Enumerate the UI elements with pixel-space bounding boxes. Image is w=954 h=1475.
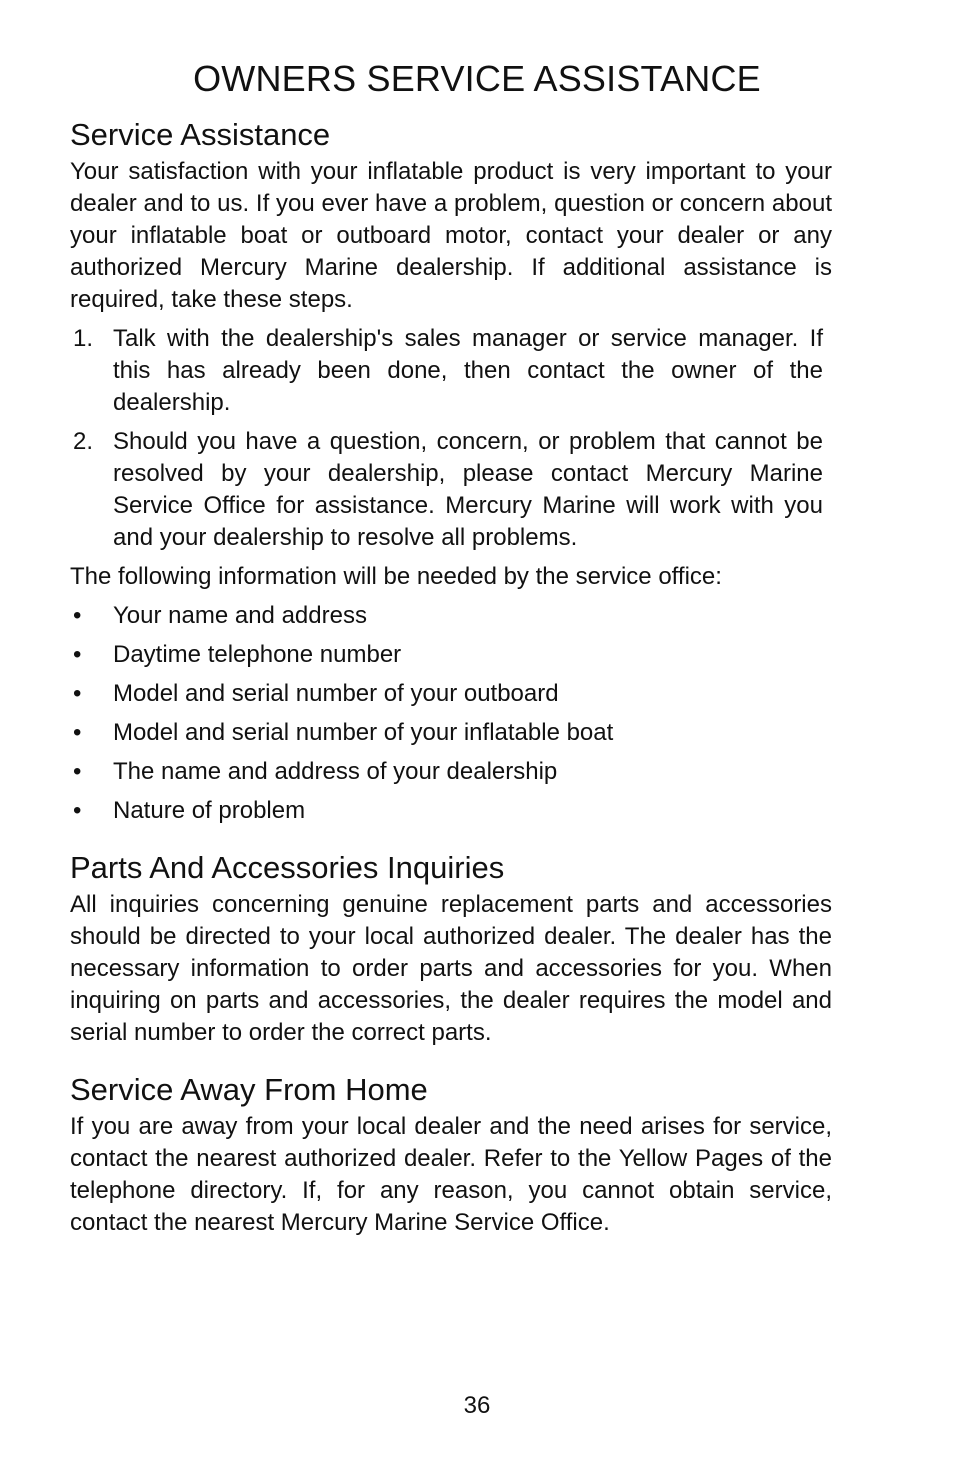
step-item [70, 426, 832, 554]
step-number: 1. [73, 325, 94, 352]
bullet-icon: • [73, 641, 82, 668]
step-item [70, 323, 832, 419]
step-number: 2. [73, 428, 94, 455]
section-service-assistance [70, 114, 832, 827]
list-item-text: Nature of problem [113, 797, 306, 824]
page-content [70, 114, 832, 1239]
list-item-text: Your name and address [113, 602, 367, 629]
section-paragraph: All inquiries concerning genuine replacement parts and accessories should be directed to your local authorized dealer. The dealer has the necessary information to order parts and accessories for you. When inquiring on parts and accessories, the dealer requires the model and serial number to order the correct parts. [70, 891, 832, 1046]
bullet-icon: • [73, 758, 82, 785]
steps-list [70, 323, 832, 554]
list-item [70, 756, 832, 788]
page-number: 36 [463, 1392, 491, 1419]
bullet-icon: • [73, 602, 82, 629]
section-parts-accessories [70, 847, 832, 1049]
bullet-icon: • [73, 719, 82, 746]
bullet-icon: • [73, 797, 82, 824]
page-title: OWNERS SERVICE ASSISTANCE [193, 58, 761, 99]
list-item-text: The name and address of your dealership [113, 758, 558, 785]
section-service-away [70, 1069, 832, 1239]
section-heading: Service Away From Home [70, 1072, 428, 1107]
list-item [70, 795, 832, 827]
section-heading: Service Assistance [70, 117, 331, 152]
section-heading: Parts And Accessories Inquiries [70, 850, 505, 885]
section-paragraph: If you are away from your local dealer and the need arises for service, contact the nearest authorized dealer. Refer to the Yellow Pages of the telephone directory. If, for any reason, you cannot obtain service, contact the nearest Mercury Marine Service Office. [70, 1113, 832, 1236]
list-item-text: Model and serial number of your inflatable boat [113, 719, 614, 746]
list-item [70, 678, 832, 710]
bullet-icon: • [73, 680, 82, 707]
section-paragraph: Your satisfaction with your inflatable product is very important to your dealer and to us. If you ever have a problem, question or concern about your inflatable boat or outboard motor, contact your dealer or any authorized Mercury Marine dealership. If additional assistance is required, take these steps. [70, 158, 832, 313]
step-text: Talk with the dealership's sales manager or service manager. If this has already been done, then contact the owner of the dealership. [113, 325, 823, 416]
list-item [70, 600, 832, 632]
info-intro: The following information will be needed by the service office: [70, 563, 722, 590]
list-item-text: Model and serial number of your outboard [113, 680, 559, 707]
list-item-text: Daytime telephone number [113, 641, 402, 668]
list-item [70, 717, 832, 749]
step-text: Should you have a question, concern, or problem that cannot be resolved by your dealership, please contact Mercury Marine Service Office for assistance. Mercury Marine will work with you and your dealership to resolve all problems. [113, 428, 823, 551]
list-item [70, 639, 832, 671]
required-info-list [70, 600, 832, 827]
